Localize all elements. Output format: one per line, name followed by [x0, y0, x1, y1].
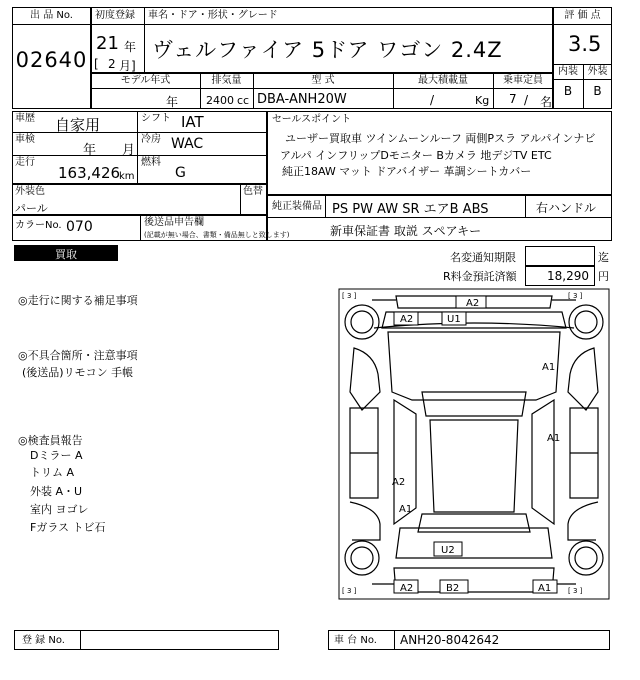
equipment-label: 純正装備品: [272, 201, 322, 212]
vehicle-name: ヴェルファイア 5ドア ワゴン 2.4Z: [152, 38, 503, 62]
inspector-line: Fガラス トビ石: [30, 521, 106, 534]
capacity-sep: /: [524, 93, 529, 107]
left-rear-quarter: [350, 502, 380, 540]
equipment-items: PS PW AW SR エアB ABS: [332, 202, 489, 217]
color-no-value: 070: [66, 219, 93, 235]
score-label: 評 価 点: [564, 10, 601, 21]
vehicle-label: 車名・ドア・形状・グレード: [148, 10, 278, 21]
defects-heading: ◎不具合箇所・注意事項: [18, 349, 138, 362]
shift-label: シフト: [141, 113, 171, 124]
exterior-label: 外装: [587, 66, 608, 77]
roof: [430, 420, 518, 512]
corner-bl: [ 3 ]: [342, 587, 357, 595]
mark-front-bumper: A2: [466, 298, 480, 309]
capacity-label: 乗車定員: [503, 75, 543, 86]
inspector-line: トリム A: [30, 466, 75, 479]
displacement-value: 2400: [206, 94, 234, 107]
displacement-label: 排気量: [211, 75, 242, 86]
mark-rear-bumper-center: B2: [446, 583, 460, 594]
status-banner-text: 買取: [55, 248, 77, 261]
color-change-label: 色替: [243, 186, 263, 197]
fuel-label: 燃料: [141, 157, 161, 168]
driving-notes-heading: ◎走行に関する補足事項: [18, 294, 138, 307]
recycle-unit: 円: [598, 270, 609, 283]
mileage-label: 走行: [15, 157, 35, 168]
mark-rear-bumper-left: A2: [400, 583, 414, 594]
interior-grade: B: [563, 84, 573, 98]
defects-text: (後送品)リモコン 手帳: [22, 366, 134, 379]
left-front-fender: [350, 348, 380, 410]
mark-left-door: A2: [392, 477, 406, 488]
model-year-label: モデル年式: [120, 75, 171, 86]
sales-line-2: アルパ インフリップDモニター Bカメラ 地デジTV ETC: [280, 149, 552, 162]
first-reg-label: 初度登録: [95, 10, 135, 21]
recall-date-box: [525, 246, 595, 266]
mark-hood-left: A2: [400, 314, 414, 325]
rear-glass: [418, 514, 530, 532]
ext-color-label: 外装色: [15, 186, 45, 197]
warranty-docs: 新車保証書 取説 スペアキー: [330, 224, 482, 238]
right-body-panel: [532, 400, 554, 524]
corner-tr: [ 3 ]: [568, 292, 583, 300]
model-code: DBA-ANH20W: [257, 92, 347, 107]
ext-color-value: パール: [15, 202, 48, 215]
windshield: [422, 392, 526, 416]
recall-label: 名変通知期限: [450, 251, 516, 264]
capacity-unit: 名: [540, 95, 553, 109]
mark-right-fender: A1: [542, 362, 556, 373]
shift-value: IAT: [181, 113, 204, 131]
chassis-label: 車 台 No.: [334, 635, 377, 646]
right-front-fender: [568, 348, 598, 410]
recycle-fee: 18,290: [547, 269, 589, 283]
body-front-section: [388, 332, 560, 400]
inspector-heading: ◎検査員報告: [18, 434, 83, 447]
first-reg-month: 2: [108, 57, 116, 71]
model-code-label: 型 式: [311, 75, 335, 86]
recall-unit: 迄: [598, 251, 609, 264]
inspector-line: 外装 A・U: [30, 485, 83, 498]
capacity-value: 7: [509, 92, 517, 106]
inspection-year-unit: 年: [83, 143, 97, 158]
max-load-unit: Kg: [475, 94, 490, 107]
wheel-front-left: [345, 305, 379, 339]
displacement-unit: cc: [237, 94, 250, 107]
lot-number: 02640: [15, 48, 88, 72]
history-label: 車歴: [15, 113, 35, 124]
mark-rear-bumper-right: A1: [538, 583, 552, 594]
corner-tl: [ 3 ]: [342, 292, 357, 300]
mark-rear-center: U2: [441, 545, 455, 556]
report-label: 後送品申告欄: [144, 217, 204, 228]
chassis-number: ANH20-8042642: [400, 633, 500, 647]
mark-right-door: A1: [547, 433, 561, 444]
corner-br: [ 3 ]: [568, 587, 583, 595]
sales-points-label: セールスポイント: [272, 114, 352, 125]
aircon-label: 冷房: [141, 134, 161, 145]
model-year-unit: 年: [166, 95, 179, 109]
wheel-front-right: [569, 305, 603, 339]
month-open: [: [94, 57, 99, 71]
month-unit: 月]: [119, 59, 136, 73]
ext-color-box: [12, 184, 267, 215]
right-rear-quarter: [568, 502, 598, 540]
registration-label: 登 録 No.: [22, 635, 65, 646]
interior-label: 内装: [558, 66, 578, 77]
max-load-label: 最大積載量: [418, 75, 468, 86]
inspection-month-unit: 月: [122, 143, 136, 158]
wheel-rear-right: [569, 541, 603, 575]
score-value: 3.5: [568, 32, 602, 56]
mileage-unit: km: [119, 171, 135, 182]
exterior-grade: B: [593, 84, 602, 98]
lot-label: 出 品 No.: [30, 10, 73, 21]
report-note: (記載が無い場合、書類・備品無しと致します): [144, 231, 290, 239]
history-value: 自家用: [55, 116, 101, 134]
sales-line-1: ユーザー買取車 ツインムーンルーフ 両側Pスラ アルパインナビ: [285, 132, 596, 145]
car-damage-diagram: [338, 288, 610, 600]
inspector-line: 室内 ヨゴレ: [30, 503, 89, 516]
diagram-frame: [339, 289, 609, 599]
year-unit: 年: [124, 40, 137, 54]
color-no-label: カラーNo.: [15, 220, 62, 231]
sales-line-3: 純正18AW マット ドアバイザー 革調シートカバー: [282, 165, 532, 178]
aircon-value: WAC: [171, 136, 204, 152]
wheel-rear-left: [345, 541, 379, 575]
mileage-value: 163,426: [58, 164, 121, 182]
details-box: [12, 111, 267, 184]
mark-left-rear: A1: [399, 504, 413, 515]
first-reg-year: 21: [96, 33, 119, 54]
steering-side: 右ハンドル: [536, 201, 597, 215]
max-load-sep: /: [430, 93, 435, 107]
recycle-label: R料金預託済額: [443, 270, 517, 283]
inspector-line: Dミラー A: [30, 449, 83, 462]
fuel-value: G: [175, 165, 186, 181]
mark-hood-center: U1: [447, 314, 461, 325]
inspection-label: 車検: [15, 134, 35, 145]
